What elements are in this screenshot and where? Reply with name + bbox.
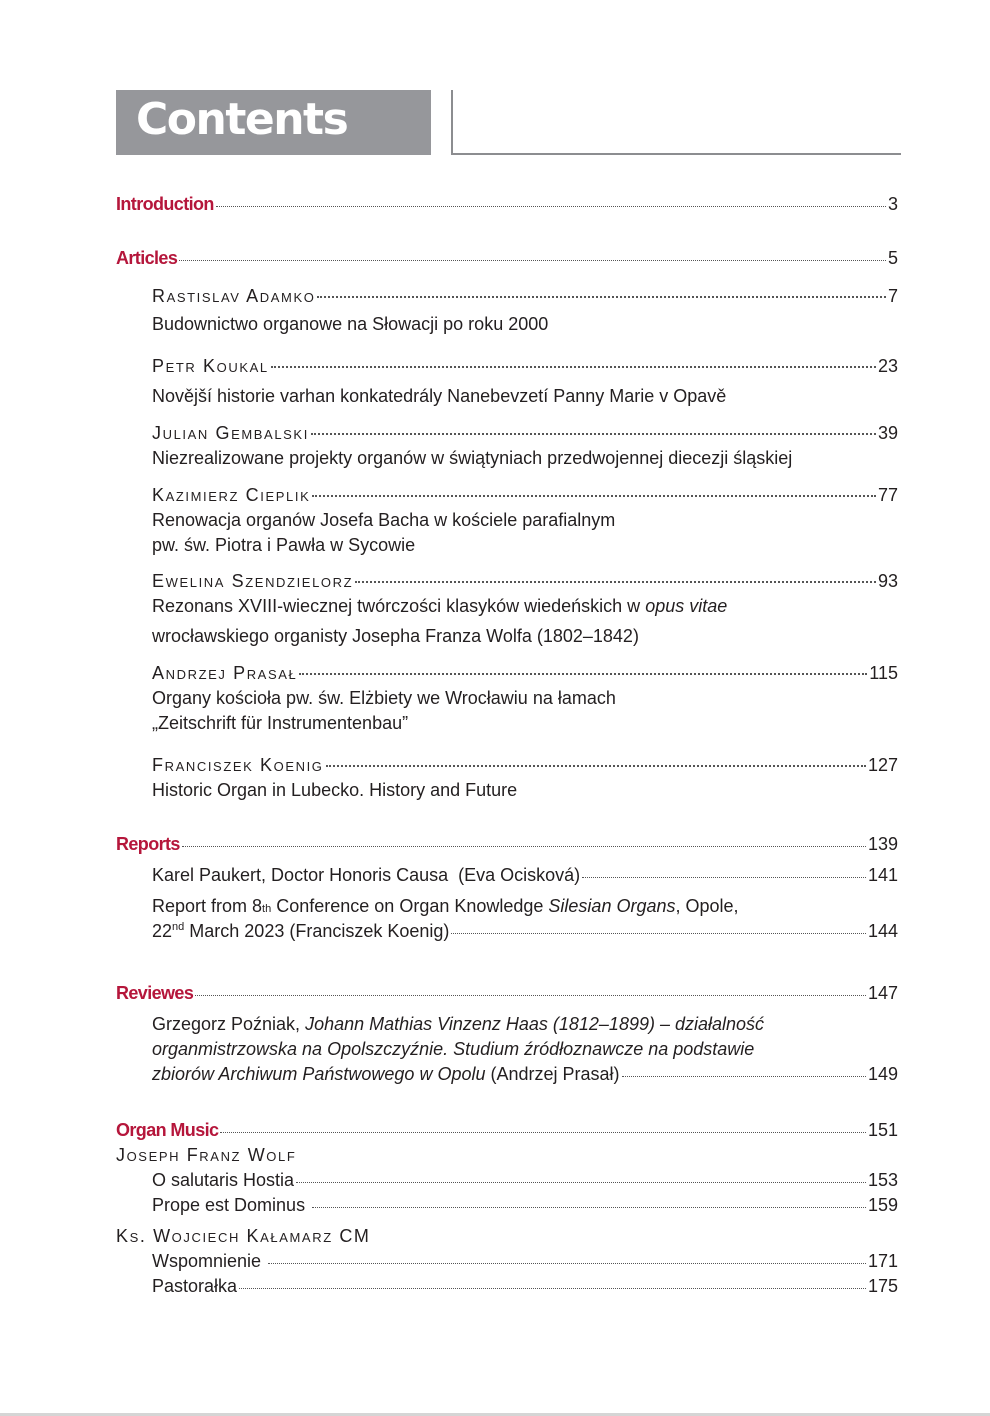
toc-entry-review-cont[interactable] [152, 1064, 898, 1085]
page-number: 7 [887, 286, 898, 306]
page-number: 39 [877, 423, 898, 443]
review-title-italic: organmistrzowska na Opolszczyźnie. Studium źródłoznawcze na podstawie [152, 1039, 755, 1059]
review-title-italic: Johann Mathias Vinzenz Haas (1812–1899) – działalność [305, 1014, 765, 1034]
page-number: 159 [867, 1195, 898, 1215]
toc-entry-work[interactable] [152, 1276, 898, 1297]
page-number: 3 [887, 194, 898, 214]
page-number: 115 [869, 663, 898, 683]
toc-entry-article[interactable] [152, 663, 898, 684]
page-number: 153 [867, 1170, 898, 1190]
dot-leader [355, 581, 876, 583]
dot-leader [239, 1288, 866, 1289]
dot-leader [622, 1076, 866, 1077]
composer-name: Ks. Wojciech Kałamarz CM [116, 1226, 371, 1246]
page-number: 144 [867, 921, 898, 941]
page-title: Contents [136, 94, 348, 145]
page-number: 171 [867, 1251, 898, 1271]
dot-leader [296, 1182, 866, 1183]
dot-leader [582, 877, 866, 878]
report-title: Karel Paukert, Doctor Honoris Causa (Eva Ocisková) [152, 865, 581, 885]
article-author: Rastislav Adamko [152, 286, 316, 306]
article-title: Novější historie varhan konkatedrály Nanebevzetí Panny Marie v Opavě [152, 386, 727, 406]
article-title: Budownictwo organowe na Słowacji po roku 2000 [152, 314, 549, 334]
section-title: Reports [116, 834, 180, 854]
header-rule-horizontal [451, 153, 901, 155]
article-author: Julian Gembalski [152, 423, 309, 443]
review-title-text [152, 1064, 620, 1085]
toc-section-reviewes[interactable] [116, 983, 898, 1004]
section-title: Reviewes [116, 983, 194, 1003]
article-author: Kazimierz Cieplik [152, 485, 311, 505]
toc-section-introduction[interactable] [116, 194, 898, 215]
dot-leader [216, 206, 886, 207]
toc-entry-report[interactable] [152, 896, 739, 917]
section-title: Introduction [116, 194, 214, 214]
page-number: 77 [877, 485, 898, 505]
report-title-text: , Opole, [675, 896, 739, 916]
toc-entry-work[interactable] [152, 1251, 898, 1272]
article-title: Organy kościoła pw. św. Elżbiety we Wrocławiu na łamach [152, 688, 616, 708]
dot-leader [179, 260, 886, 261]
page-number: 23 [877, 356, 898, 376]
toc-entry-article[interactable] [152, 755, 898, 776]
toc-section-organ-music[interactable] [116, 1120, 898, 1141]
composer-name: Joseph Franz Wolf [116, 1145, 297, 1165]
article-title-cont: pw. św. Piotra i Pawła w Sycowie [152, 535, 416, 555]
page-number: 141 [867, 865, 898, 885]
toc-entry-review[interactable] [152, 1014, 764, 1035]
article-author: Franciszek Koenig [152, 755, 324, 775]
dot-leader [326, 765, 866, 767]
dot-leader [268, 1263, 866, 1264]
dot-leader [271, 366, 876, 368]
toc-section-articles[interactable] [116, 248, 898, 269]
article-title: Historic Organ in Lubecko. History and Future [152, 780, 518, 800]
toc-section-reports[interactable] [116, 834, 898, 855]
toc-entry-work[interactable] [152, 1170, 898, 1191]
report-title-text [152, 921, 449, 942]
dot-leader [451, 933, 866, 934]
review-author: Grzegorz Poźniak, [152, 1014, 306, 1034]
toc-entry-report-cont[interactable] [152, 921, 898, 942]
toc-entry-work[interactable] [152, 1195, 898, 1216]
work-title: Wspomnienie [152, 1251, 267, 1271]
page-number: 127 [867, 755, 898, 775]
dot-leader [195, 995, 866, 996]
superscript: th [262, 903, 272, 915]
toc-entry-article[interactable] [152, 356, 898, 377]
section-title: Organ Music [116, 1120, 219, 1140]
article-title: Niezrealizowane projekty organów w świątyniach przedwojennej diecezji śląskiej [152, 448, 793, 468]
article-title-text: Rezonans XVIII-wiecznej twórczości klasyków wiedeńskich w [152, 596, 646, 616]
report-title-text: Report from 8 [152, 896, 263, 916]
dot-leader [312, 1207, 866, 1208]
toc-entry-article[interactable] [152, 286, 898, 307]
report-title-text: Conference on Organ Knowledge [271, 896, 549, 916]
dot-leader [312, 495, 876, 497]
report-title-text: 22 [152, 921, 173, 941]
report-title-italic: Silesian Organs [548, 896, 676, 916]
dot-leader [311, 433, 876, 435]
article-title [152, 596, 727, 617]
dot-leader [317, 296, 886, 298]
article-author: Andrzej Prasał [152, 663, 298, 683]
page-number: 5 [887, 248, 898, 268]
article-author: Petr Koukal [152, 356, 269, 376]
work-title: Prope est Dominus [152, 1195, 311, 1215]
dot-leader [299, 673, 867, 675]
toc-entry-report[interactable] [152, 865, 898, 886]
work-title: Pastorałka [152, 1276, 238, 1296]
article-title-italic: opus vitae [645, 596, 728, 616]
superscript: nd [172, 921, 185, 933]
page-number: 139 [867, 834, 898, 854]
toc-entry-article[interactable] [152, 571, 898, 592]
page-number: 147 [867, 983, 898, 1003]
dot-leader [220, 1132, 866, 1133]
toc-entry-article[interactable] [152, 423, 898, 444]
article-title-cont: wrocławskiego organisty Josepha Franza Wolfa (1802–1842) [152, 626, 639, 646]
article-title-cont: „Zeitschrift für Instrumentenbau” [152, 713, 409, 733]
toc-entry-article[interactable] [152, 485, 898, 506]
header-rule-vertical [451, 90, 453, 155]
section-title: Articles [116, 248, 178, 268]
page-number: 93 [877, 571, 898, 591]
work-title: O salutaris Hostia [152, 1170, 295, 1190]
article-title: Renowacja organów Josefa Bacha w kościele parafialnym [152, 510, 616, 530]
article-author: Ewelina Szendzielorz [152, 571, 354, 591]
page-number: 175 [867, 1276, 898, 1296]
page-number: 149 [867, 1064, 898, 1084]
review-title-cont [152, 1039, 754, 1060]
contents-banner [116, 90, 431, 155]
dot-leader [182, 846, 866, 847]
page-number: 151 [867, 1120, 898, 1140]
review-reviewer: (Andrzej Prasał) [485, 1064, 620, 1084]
report-title-text: March 2023 (Franciszek Koenig) [184, 921, 450, 941]
review-title-italic: zbiorów Archiwum Państwowego w Opolu [152, 1064, 486, 1084]
